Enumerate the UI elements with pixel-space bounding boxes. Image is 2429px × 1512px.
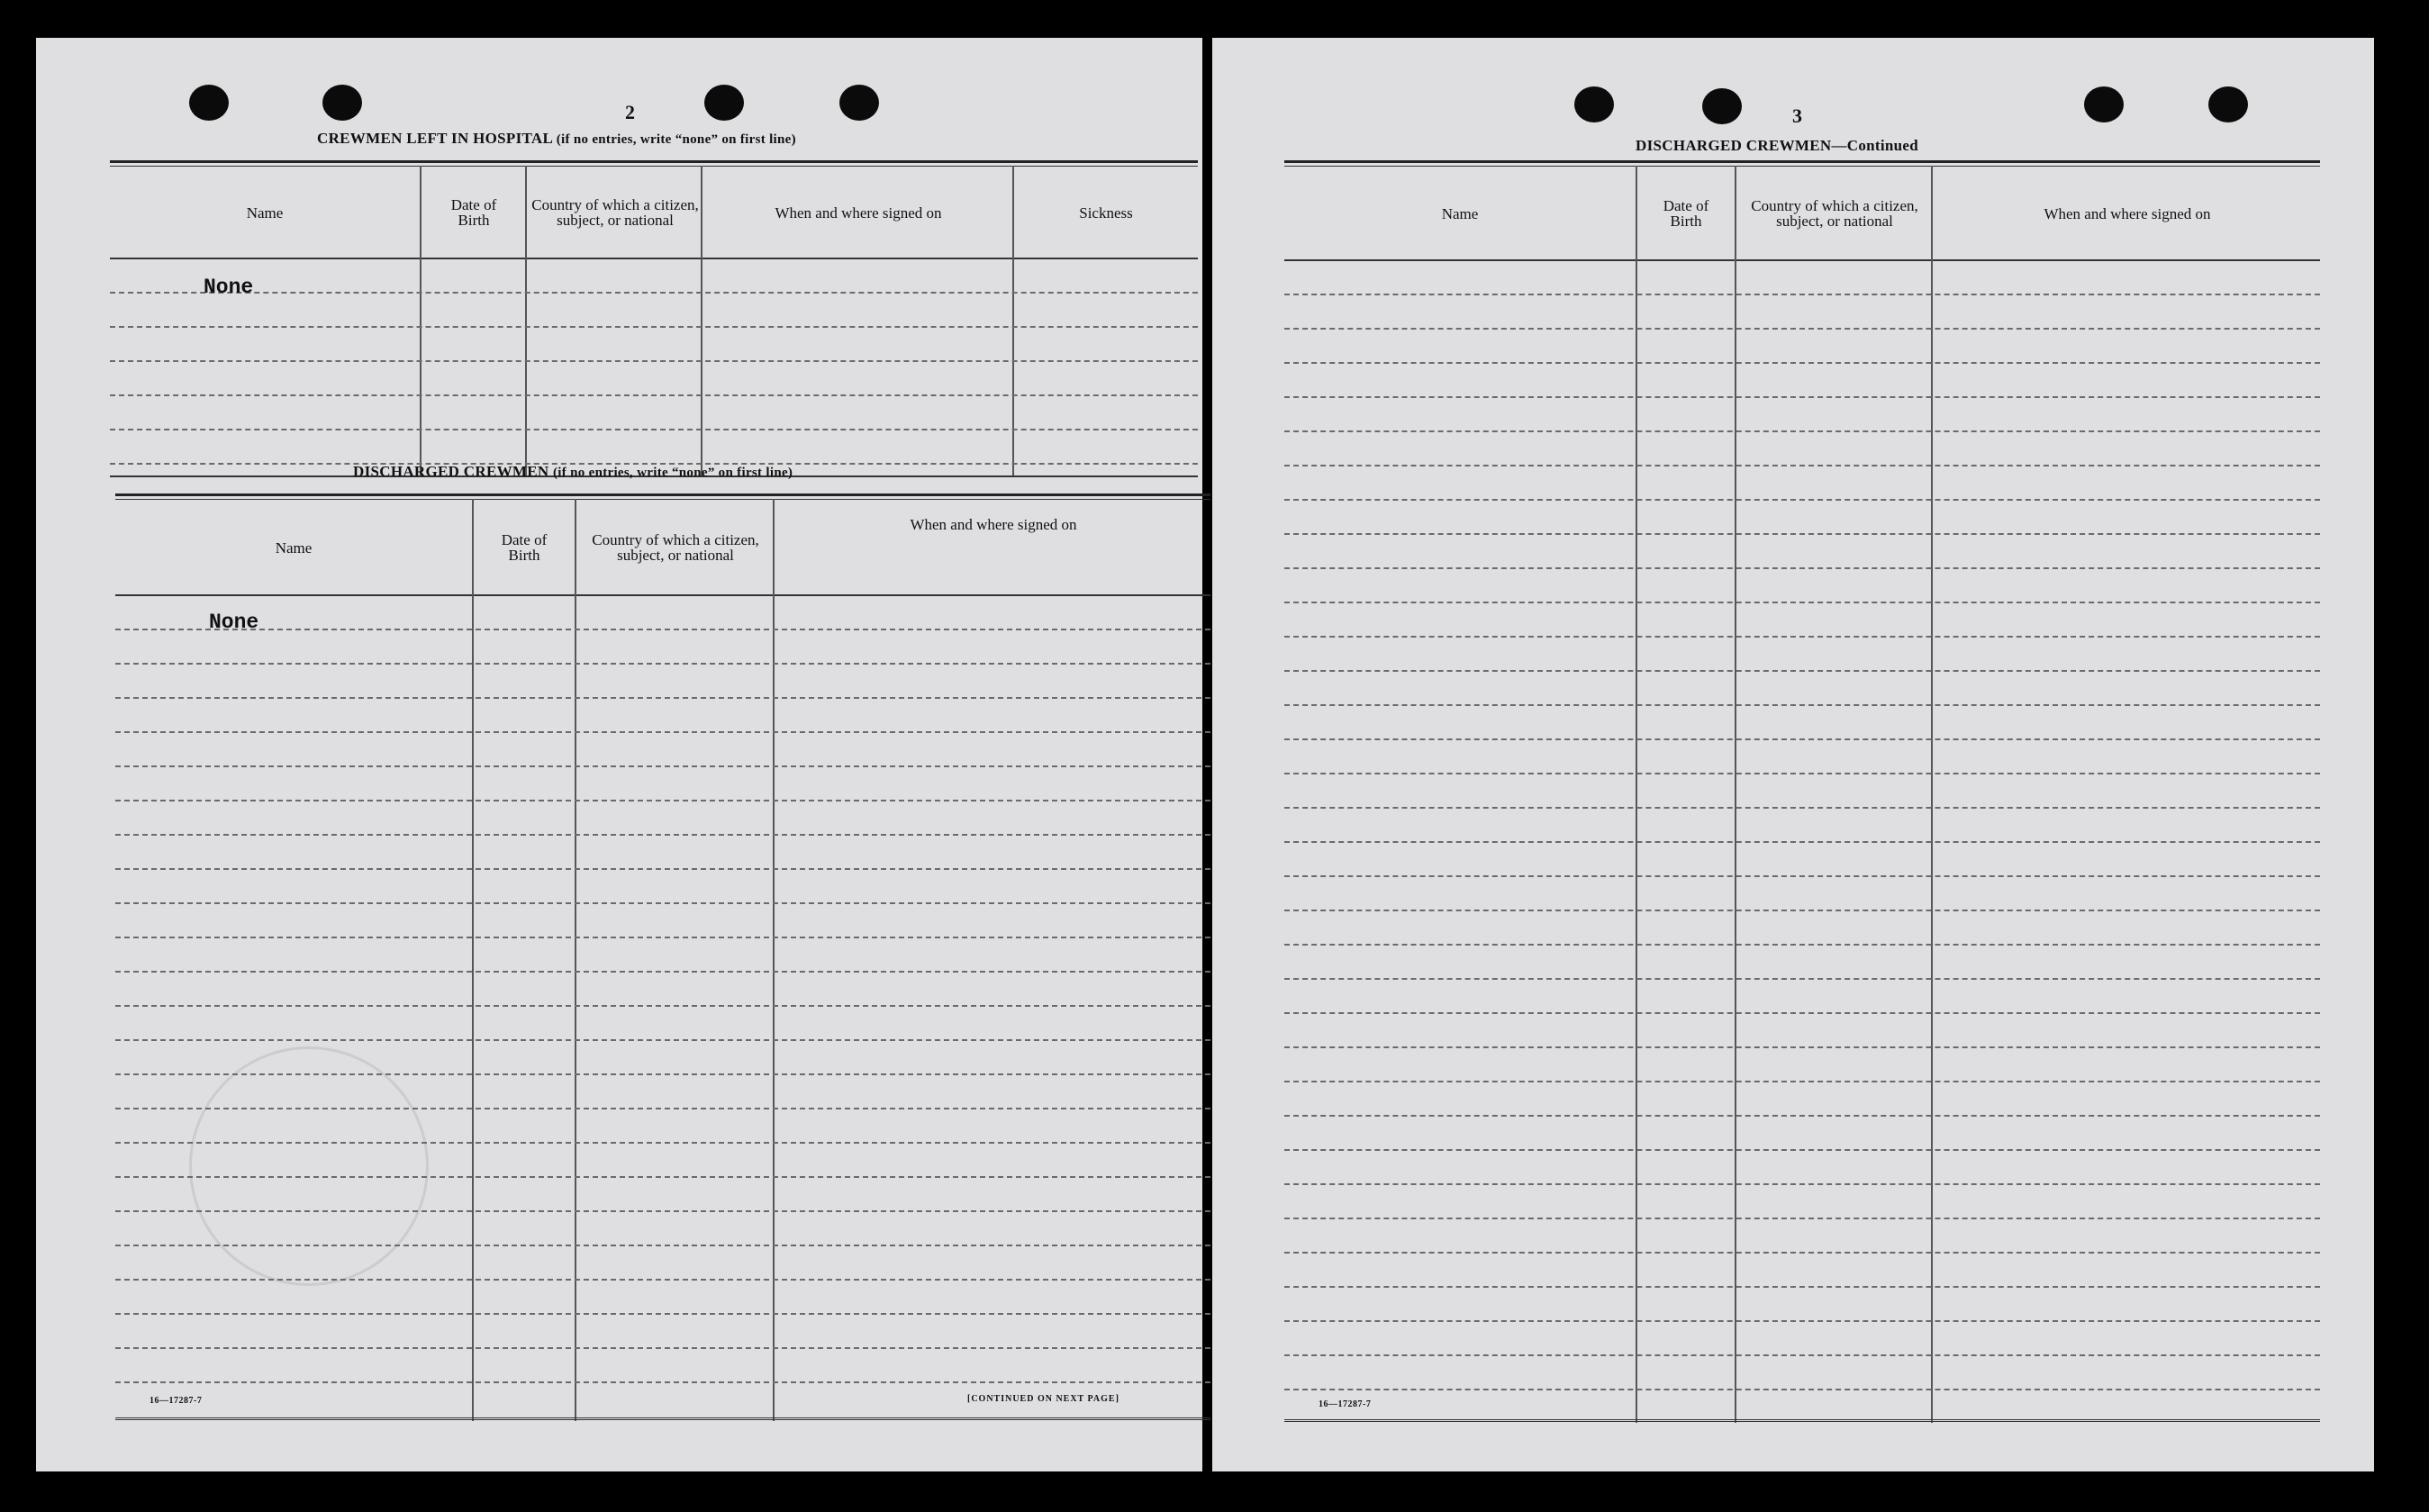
table-row <box>110 326 1198 362</box>
col-date-of-birth-text: Date of Birth <box>450 196 497 229</box>
table-row <box>1284 465 2320 501</box>
table-row <box>1284 1183 2320 1219</box>
discharged-section-title <box>353 463 793 481</box>
col-date-of-birth-text: Date of Birth <box>501 531 548 564</box>
table-row <box>1284 602 2320 638</box>
table-row <box>1284 704 2320 740</box>
hospital-table <box>110 160 1198 477</box>
punch-hole-icon <box>839 85 879 121</box>
table-row <box>1284 1046 2320 1082</box>
table-row <box>1284 944 2320 980</box>
discharged-continued-table <box>1284 160 2320 1426</box>
col-date-of-birth <box>429 167 519 258</box>
punch-hole-icon <box>704 85 744 121</box>
table-row <box>115 902 1210 938</box>
col-name: Name <box>246 204 284 222</box>
table-row <box>115 971 1210 1007</box>
discharged-table <box>115 493 1210 1421</box>
table-row <box>1284 259 2320 295</box>
hospital-entry-none: None <box>204 276 254 299</box>
table-row <box>115 1313 1210 1349</box>
punch-hole-icon <box>1702 88 1742 124</box>
punch-hole-icon <box>2208 86 2248 122</box>
col-country-text: Country of which a citizen, subject, or national <box>592 531 759 564</box>
col-country-text: Country of which a citizen, subject, or national <box>531 196 699 229</box>
continued-note: [CONTINUED ON NEXT PAGE] <box>967 1394 1119 1404</box>
col-country-text: Country of which a citizen, subject, or national <box>1751 197 1918 230</box>
table-row <box>115 1347 1210 1383</box>
table-row <box>110 292 1198 328</box>
table-row <box>115 1245 1210 1281</box>
col-name: Name <box>275 539 313 557</box>
table-row <box>115 731 1210 767</box>
table-row <box>115 868 1210 904</box>
table-row <box>1284 910 2320 946</box>
form-number: 16—17287-7 <box>1319 1399 1372 1409</box>
table-row <box>115 663 1210 699</box>
table-row <box>1284 294 2320 330</box>
col-country <box>1740 167 1929 259</box>
table-row <box>1284 533 2320 569</box>
table-row <box>110 258 1198 294</box>
table-row <box>115 765 1210 801</box>
table-row <box>115 697 1210 733</box>
table-row <box>115 1073 1210 1109</box>
discharged-instruction: (if no entries, write “none” on first line) <box>553 466 793 480</box>
table-row <box>115 1210 1210 1246</box>
hospital-section-title <box>317 130 796 148</box>
col-sickness: Sickness <box>1079 204 1133 222</box>
table-row <box>115 937 1210 973</box>
col-name: Name <box>1441 204 1479 222</box>
table-row <box>115 1108 1210 1144</box>
col-country <box>580 501 771 594</box>
table-row <box>1284 396 2320 432</box>
table-row <box>1284 841 2320 877</box>
col-country <box>531 167 699 258</box>
page-number: 3 <box>1792 104 1802 127</box>
punch-hole-icon <box>1574 86 1614 122</box>
table-row <box>1284 1354 2320 1390</box>
discharged-entry-none: None <box>209 611 259 634</box>
punch-hole-icon <box>322 85 362 121</box>
table-row <box>115 1005 1210 1041</box>
col-date-of-birth <box>1641 167 1731 259</box>
table-row <box>1284 1115 2320 1151</box>
hospital-title-text: CREWMEN LEFT IN HOSPITAL <box>317 130 553 147</box>
col-when-where: When and where signed on <box>910 516 1077 533</box>
table-row <box>115 629 1210 665</box>
table-row <box>1284 1149 2320 1185</box>
table-row <box>1284 567 2320 603</box>
hospital-instruction: (if no entries, write “none” on first line) <box>556 132 796 147</box>
discharged-title-text: DISCHARGED CREWMEN <box>353 463 549 480</box>
table-row <box>1284 328 2320 364</box>
table-row <box>1284 636 2320 672</box>
table-row <box>110 360 1198 396</box>
table-row <box>115 834 1210 870</box>
table-row <box>1284 1252 2320 1288</box>
table-row <box>115 800 1210 836</box>
right-page <box>1212 38 2374 1471</box>
discharged-continued-title: DISCHARGED CREWMEN—Continued <box>1636 137 1918 154</box>
col-when-where: When and where signed on <box>775 204 942 222</box>
punch-hole-icon <box>2084 86 2124 122</box>
table-row <box>1284 430 2320 466</box>
table-row <box>115 594 1210 630</box>
table-row <box>110 429 1198 465</box>
table-row <box>1284 1320 2320 1356</box>
table-row <box>1284 499 2320 535</box>
table-row <box>115 1279 1210 1315</box>
form-number: 16—17287-7 <box>150 1396 203 1406</box>
col-date-of-birth-text: Date of Birth <box>1663 197 1709 230</box>
table-row <box>1284 807 2320 843</box>
table-row <box>1284 773 2320 809</box>
table-row <box>115 1176 1210 1212</box>
table-row <box>115 1039 1210 1075</box>
table-row <box>1284 1286 2320 1322</box>
table-row <box>1284 1218 2320 1254</box>
table-row <box>1284 875 2320 911</box>
table-row <box>1284 978 2320 1014</box>
table-row <box>1284 1081 2320 1117</box>
page-number: 2 <box>625 101 635 123</box>
col-date-of-birth <box>477 501 571 594</box>
punch-hole-icon <box>189 85 229 121</box>
table-row <box>1284 670 2320 706</box>
col-when-where: When and where signed on <box>2044 204 2211 222</box>
table-row <box>1284 738 2320 774</box>
table-row <box>1284 362 2320 398</box>
table-row <box>110 394 1198 430</box>
left-page <box>36 38 1202 1471</box>
table-row <box>1284 1012 2320 1048</box>
table-row <box>115 1142 1210 1178</box>
